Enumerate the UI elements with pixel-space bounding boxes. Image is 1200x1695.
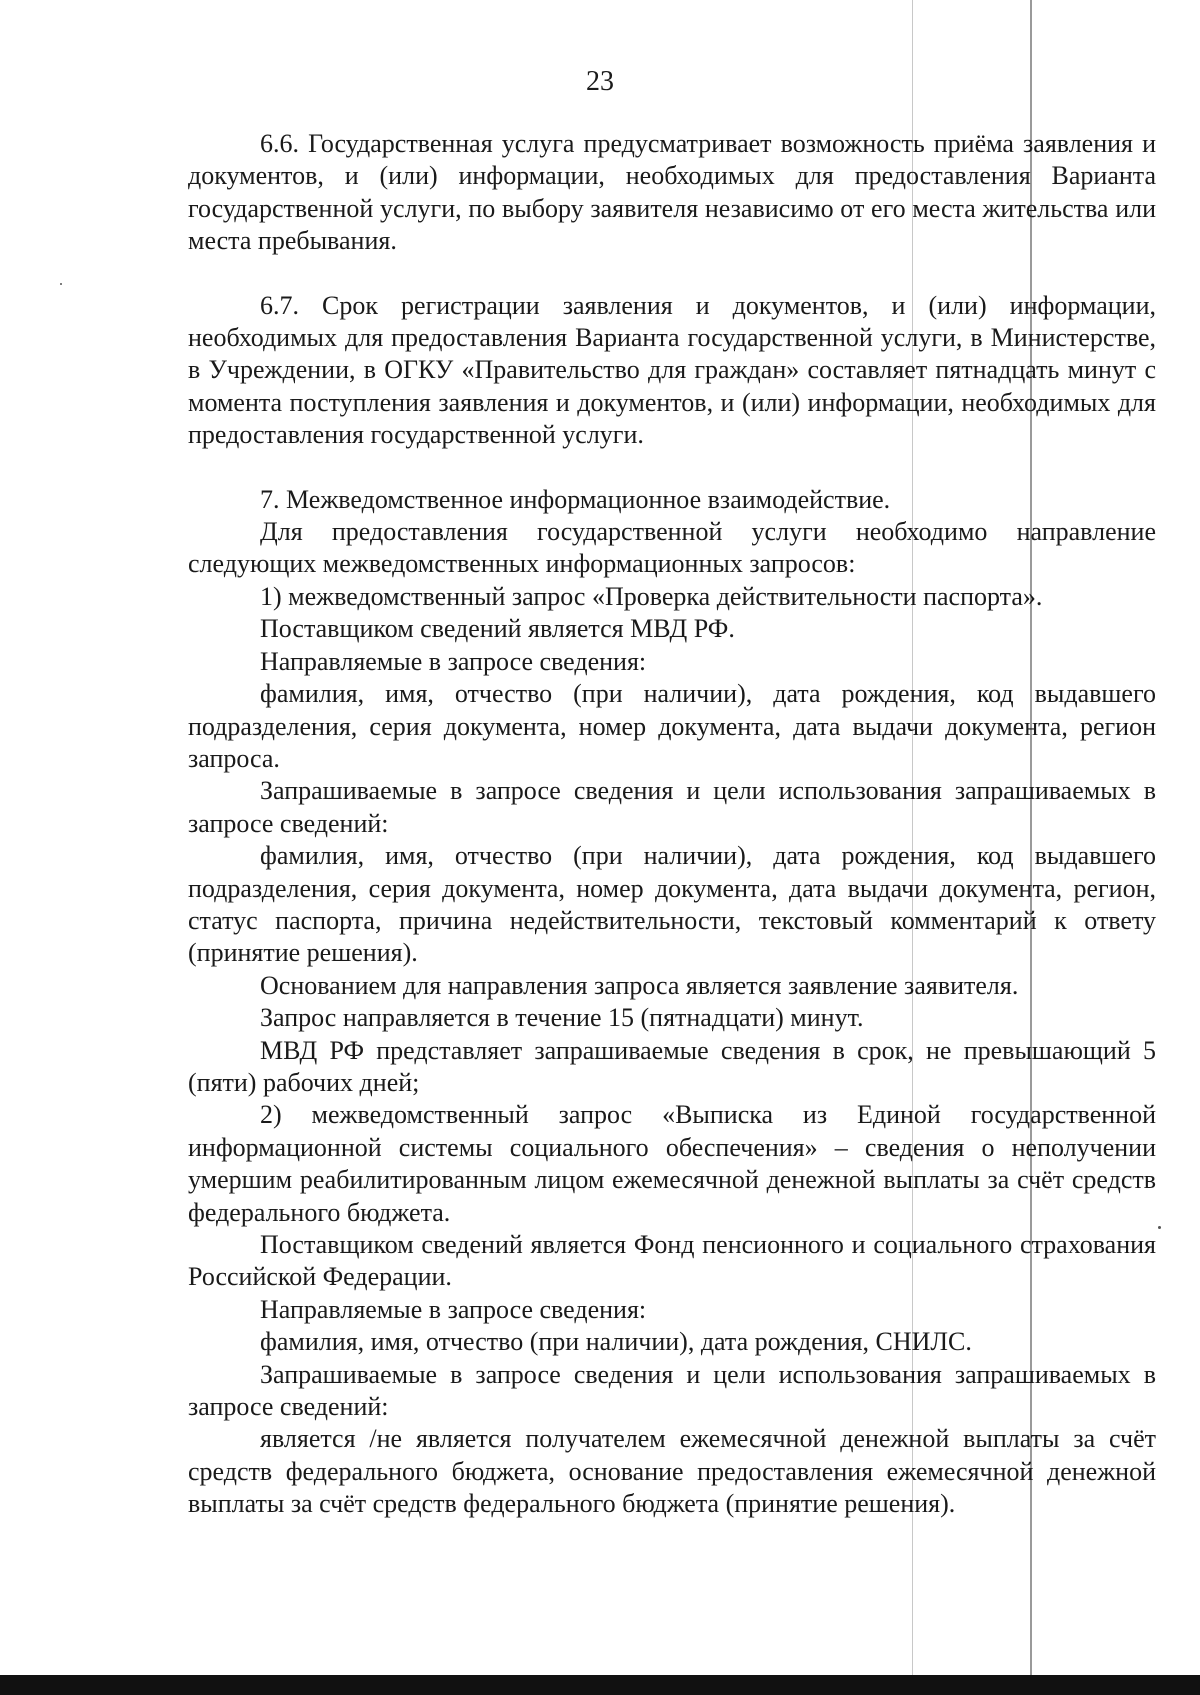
document-body [188,128,1156,1521]
paragraph: Поставщиком сведений является Фонд пенсионного и социального страхования Российской Федерации. [188,1230,1156,1292]
paragraph: Для предоставления государственной услуги необходимо направление следующих межведомственных информационных запросов: [188,517,1156,579]
paragraph: Направляемые в запросе сведения: [260,1294,647,1324]
scan-bottom-border [0,1675,1200,1695]
paragraph: МВД РФ представляет запрашиваемые сведения в срок, не превышающий 5 (пяти) рабочих дней; [188,1035,1156,1097]
paragraph: 1) межведомственный запрос «Проверка действительности паспорта». [260,581,1043,611]
paragraph: Запрашиваемые в запросе сведения и цели использования запрашиваемых в запросе сведений: [188,776,1156,838]
scan-speck [60,283,62,285]
paragraph: фамилия, имя, отчество (при наличии), дата рождения, код выдавшего подразделения, серия документа, номер документа, дата выдачи документа, регион запроса. [188,679,1156,773]
paragraph: Запрос направляется в течение 15 (пятнадцати) минут. [260,1003,864,1033]
paragraph: Запрашиваемые в запросе сведения и цели использования запрашиваемых в запросе сведений: [188,1359,1156,1422]
page-number: 23 [586,66,614,97]
paragraph: является /не является получателем ежемесячной денежной выплаты за счёт средств федерального бюджета, основание предоставления ежемесячной денежной выплаты за счёт средств федерального бюджета (принятие решения). [188,1424,1156,1519]
paragraph: фамилия, имя, отчество (при наличии), дата рождения, СНИЛС. [260,1327,972,1357]
paragraph: Направляемые в запросе сведения: [260,646,647,676]
paragraph: Основанием для направления запроса является заявление заявителя. [260,970,1019,1000]
paragraph: 2) межведомственный запрос «Выписка из Единой государственной информационной системы социального обеспечения» – сведения о неполучении умершим реабилитированным лицом ежемесячной денежной выплаты за счёт средств федерального бюджета. [188,1100,1156,1227]
scan-speck [1158,1226,1161,1229]
paragraph: фамилия, имя, отчество (при наличии), дата рождения, код выдавшего подразделения, серия документа, номер документа, дата выдачи документа, регион, статус паспорта, причина недействительности, текстовый комментарий к ответу (принятие решения). [188,841,1156,968]
section-7-heading: 7. Межведомственное информационное взаимодействие. [260,484,891,514]
paragraph: Поставщиком сведений является МВД РФ. [260,614,735,644]
paragraph-6-7: 6.7. Срок регистрации заявления и документов, и (или) информации, необходимых для предоставления Варианта государственной услуги, в Министерстве, в Учреждении, в ОГКУ «Правительство для граждан» составляет пятнадцать минут с момента поступления заявления и документов, и (или) информации, необходимых для предоставления государственной услуги. [188,290,1156,450]
paragraph-6-6: 6.6. Государственная услуга предусматривает возможность приёма заявления и документов, и (или) информации, необходимых для предоставления Варианта государственной услуги, по выбору заявителя независимо от его места жительства или места пребывания. [188,129,1156,256]
